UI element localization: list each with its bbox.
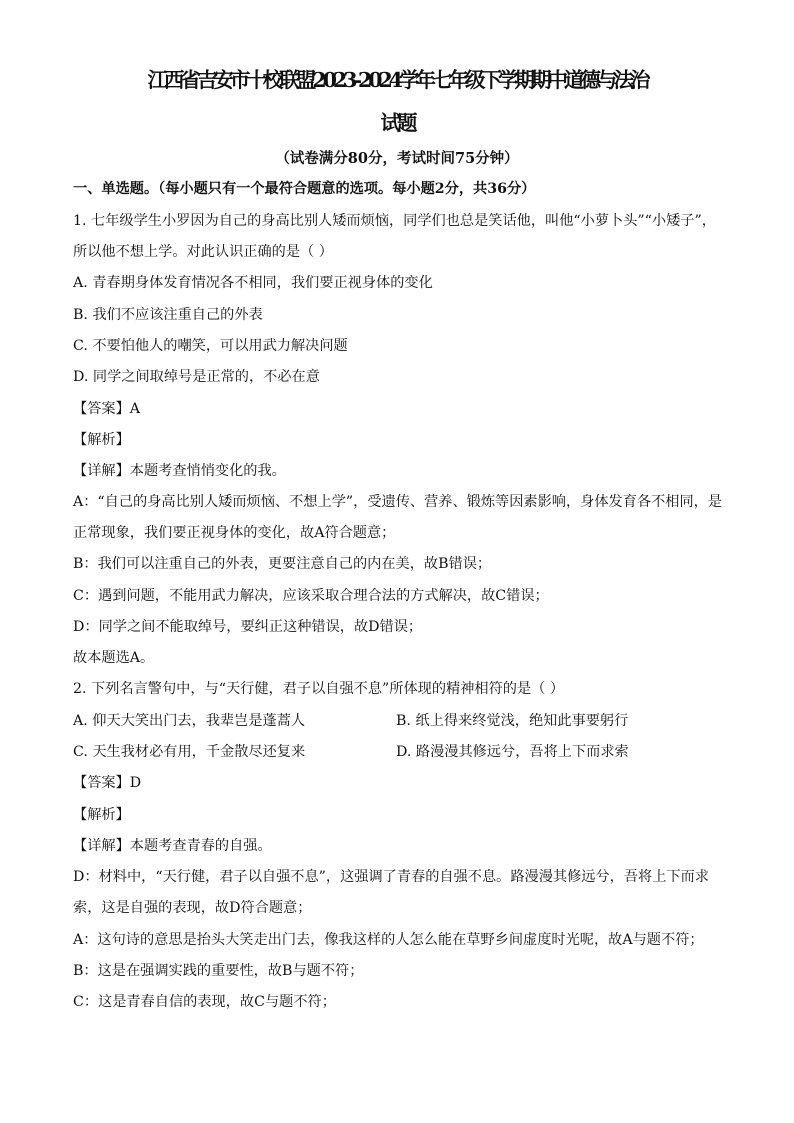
q1-option-a: A. 青春期身体发育情况各不相同，我们要正视身体的变化 [73,275,433,291]
q1-detail-line5: C：遇到问题，不能用武力解决，应该采取合理合法的方式解决，故C错误； [73,588,549,604]
exam-subtitle: （试卷满分80分，考试时间75分钟） [275,150,519,167]
q2-detail-line1: 【详解】本题考查青春的自强。 [73,838,272,854]
q2-detail-line5: B：这是在强调实践的重要性，故B与题不符； [73,963,364,979]
q1-detail-line2: A：“自己的身高比别人矮而烦恼、不想上学”，受遗传、营养、锻炼等因素影响，身体发育各不相同，是 [73,494,723,510]
q2-option-d: D. 路漫漫其修远兮，吾将上下而求索 [396,744,629,760]
q1-detail-line3: 正常现象，我们要正视身体的变化，故A符合题意； [73,525,396,541]
q1-analysis-label: 【解析】 [73,432,130,448]
q1-detail-line1: 【详解】本题考查悄悄变化的我。 [73,463,286,479]
q1-stem-line1: 1. 七年级学生小罗因为自己的身高比别人矮而烦恼，同学们也总是笑话他，叫他“小萝卜头”“小矮子”， [73,213,716,229]
q2-detail-line3: 索，这是自强的表现，故D符合题意； [73,900,312,916]
q2-detail-line4: A：这句诗的意思是抬头大笑走出门去，像我这样的人怎么能在草野乡间虚度时光呢，故A与题不符； [73,932,704,948]
q2-answer: 【答案】D [73,775,142,791]
q1-answer: 【答案】A [73,401,140,417]
q1-option-d: D. 同学之间取绰号是正常的，不必在意 [73,369,320,385]
q2-option-b: B. 纸上得来终觉浅，绝知此事要躬行 [396,713,629,729]
exam-title-line1: 江西省吉安市十校联盟2023-2024学年七年级下学期期中道德与法治 [147,68,647,92]
q1-option-b: B. 我们不应该注重自己的外表 [73,307,263,323]
section-heading: 一、单选题。（每小题只有一个最符合题意的选项。每小题2分，共36分） [73,181,536,197]
q1-option-c: C. 不要怕他人的嘲笑，可以用武力解决问题 [73,338,348,354]
q1-detail-line4: B：我们可以注重自己的外表，更要注意自己的内在美，故B错误； [73,556,492,572]
exam-title-line2: 试题 [380,111,414,135]
q1-stem-line2: 所以他不想上学。对此认识正确的是（ ） [73,244,333,260]
q2-detail-line2: D：材料中，“天行健，君子以自强不息”，这强调了青春的自强不息。路漫漫其修远兮，吾将上下而求 [73,869,709,885]
q1-conclusion: 故本题选A。 [73,650,155,666]
q1-detail-line6: D：同学之间不能取绰号，要纠正这种错误，故D错误； [73,619,423,635]
q2-stem: 2. 下列名言警句中，与“天行健，君子以自强不息”所体现的精神相符的是（ ） [73,681,565,697]
q2-analysis-label: 【解析】 [73,807,130,823]
q2-option-c: C. 天生我材必有用，千金散尽还复来 [73,744,306,760]
q2-detail-line6: C：这是青春自信的表现，故C与题不符； [73,994,336,1010]
q2-option-a: A. 仰天大笑出门去，我辈岂是蓬蒿人 [73,713,306,729]
